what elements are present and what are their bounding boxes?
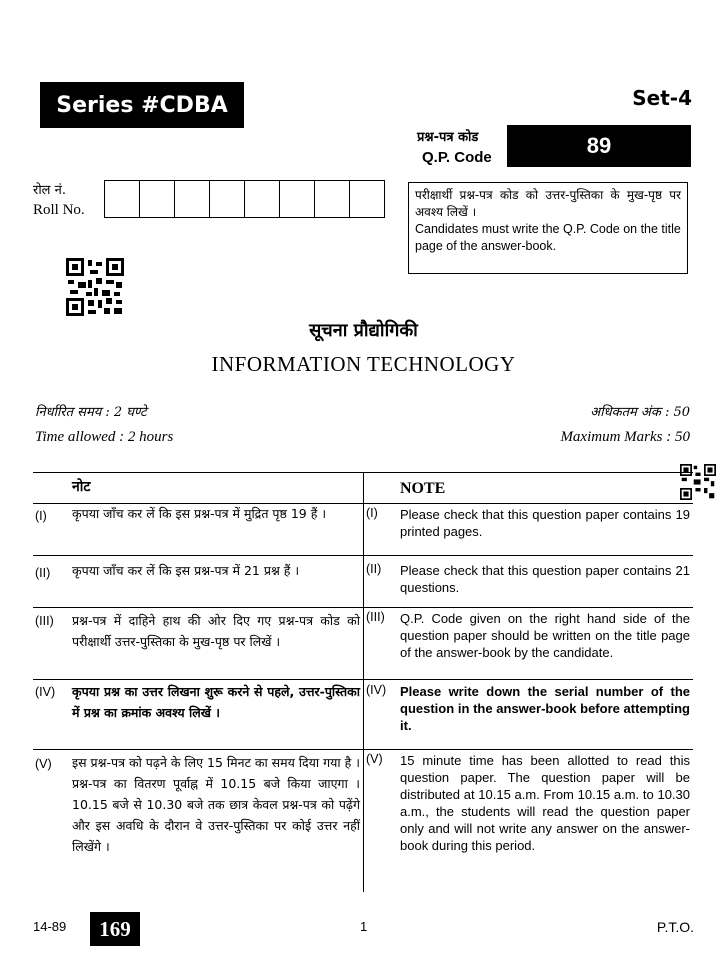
subject-title-hi: सूचना प्रौद्योगिकी	[309, 320, 418, 341]
note-number: (III)	[35, 614, 54, 628]
footer-code: 14-89	[33, 919, 67, 934]
qr-code-icon	[66, 258, 124, 316]
note-text-hi: प्रश्न-पत्र में दाहिने हाथ की ओर दिए गए प्रश्न-पत्र कोड को परीक्षार्थी उत्तर-पुस्तिका के मुख-पृष्ठ पर लिखें ।	[72, 613, 360, 649]
note-text-hi: कृपया जाँच कर लें कि इस प्रश्न-पत्र में मुद्रित पृष्ठ 19 हैं ।	[72, 506, 327, 521]
row-rule	[33, 679, 693, 680]
note-number: (V)	[366, 752, 383, 766]
note-text-en: Please check that this question paper contains 21 questions.	[400, 563, 690, 595]
roll-label-en: Roll No.	[33, 202, 85, 218]
note-number: (II)	[366, 562, 382, 576]
roll-digit-box[interactable]	[104, 180, 140, 218]
max-marks-hi: अधिकतम अंक : 50	[590, 405, 690, 420]
pto-label: P.T.O.	[656, 919, 694, 935]
qp-code-box: 89	[507, 125, 691, 167]
roll-label-hi: रोल नं.	[33, 183, 66, 198]
roll-digit-box[interactable]	[174, 180, 210, 218]
time-allowed-hi: निर्धारित समय : 2 घण्टे	[35, 405, 147, 420]
series-label: Series #CDBA	[40, 82, 244, 128]
roll-digit-box[interactable]	[279, 180, 315, 218]
note-number: (I)	[366, 506, 378, 520]
roll-digit-box[interactable]	[314, 180, 350, 218]
row-rule	[33, 749, 693, 750]
note-text-hi: कृपया जाँच कर लें कि इस प्रश्न-पत्र में 21 प्रश्न हैं ।	[72, 563, 300, 578]
roll-digit-box[interactable]	[209, 180, 245, 218]
subject-title-en: INFORMATION TECHNOLOGY	[211, 352, 516, 376]
note-number: (II)	[35, 566, 51, 580]
time-allowed-en: Time allowed : 2 hours	[35, 429, 174, 445]
qr-code-icon	[680, 464, 716, 500]
note-text-hi: इस प्रश्न-पत्र को पढ़ने के लिए 15 मिनट का समय दिया गया है । प्रश्न-पत्र का वितरण पूर्वाह्न में 10.15 बजे किया जाएगा । 10.15 बजे से 10.30 बजे तक छात्र केवल प्रश्न-पत्र को पढ़ेंगे और इस अवधि के दौरान वे उत्तर-पुस्तिका पर कोई उत्तर नहीं लिखेंगे ।	[72, 755, 360, 854]
note-number: (IV)	[35, 685, 56, 699]
note-text-en: Please check that this question paper contains 19 printed pages.	[400, 507, 690, 539]
set-label: Set-4	[632, 86, 692, 110]
page-number: 1	[360, 919, 368, 934]
roll-number-boxes[interactable]	[105, 180, 385, 218]
notes-header-hi: नोट	[72, 479, 91, 495]
candidate-note-box	[408, 182, 688, 274]
note-number: (III)	[366, 610, 385, 624]
roll-digit-box[interactable]	[139, 180, 175, 218]
notes-header-en: NOTE	[400, 480, 446, 497]
note-text-hi: कृपया प्रश्न का उत्तर लिखना शुरू करने से पहले, उत्तर-पुस्तिका में प्रश्न का क्रमांक अवश्य लिखें ।	[72, 684, 360, 720]
note-text-en: Q.P. Code given on the right hand side of the question paper should be written on the title page of the answer-book by the candidate.	[400, 611, 690, 660]
qp-code-label-hi: प्रश्न-पत्र कोड	[417, 130, 479, 145]
row-rule	[33, 555, 693, 556]
table-column-divider	[363, 472, 364, 892]
roll-digit-box[interactable]	[244, 180, 280, 218]
note-text-en: Please write down the serial number of the question in the answer-book before attempting it.	[400, 684, 690, 733]
max-marks-en: Maximum Marks : 50	[560, 429, 690, 445]
note-number: (V)	[35, 757, 52, 771]
footer-number-box: 169	[90, 912, 140, 946]
note-number: (I)	[35, 509, 47, 523]
candidate-note-hi: परीक्षार्थी प्रश्न-पत्र कोड को उत्तर-पुस्तिका के मुख-पृष्ठ पर अवश्य लिखें ।	[415, 188, 681, 219]
qp-code-label-en: Q.P. Code	[422, 149, 492, 166]
note-text-en: 15 minute time has been allotted to read this question paper. The question paper will be distributed at 10.15 a.m. From 10.15 a.m. to 10.30 a.m., the students will read the question paper only and will not write any answer on the answer-book during this period.	[400, 753, 690, 853]
roll-digit-box[interactable]	[349, 180, 385, 218]
row-rule	[33, 607, 693, 608]
note-number: (IV)	[366, 683, 387, 697]
candidate-note-en: Candidates must write the Q.P. Code on the title page of the answer-book.	[415, 222, 681, 253]
